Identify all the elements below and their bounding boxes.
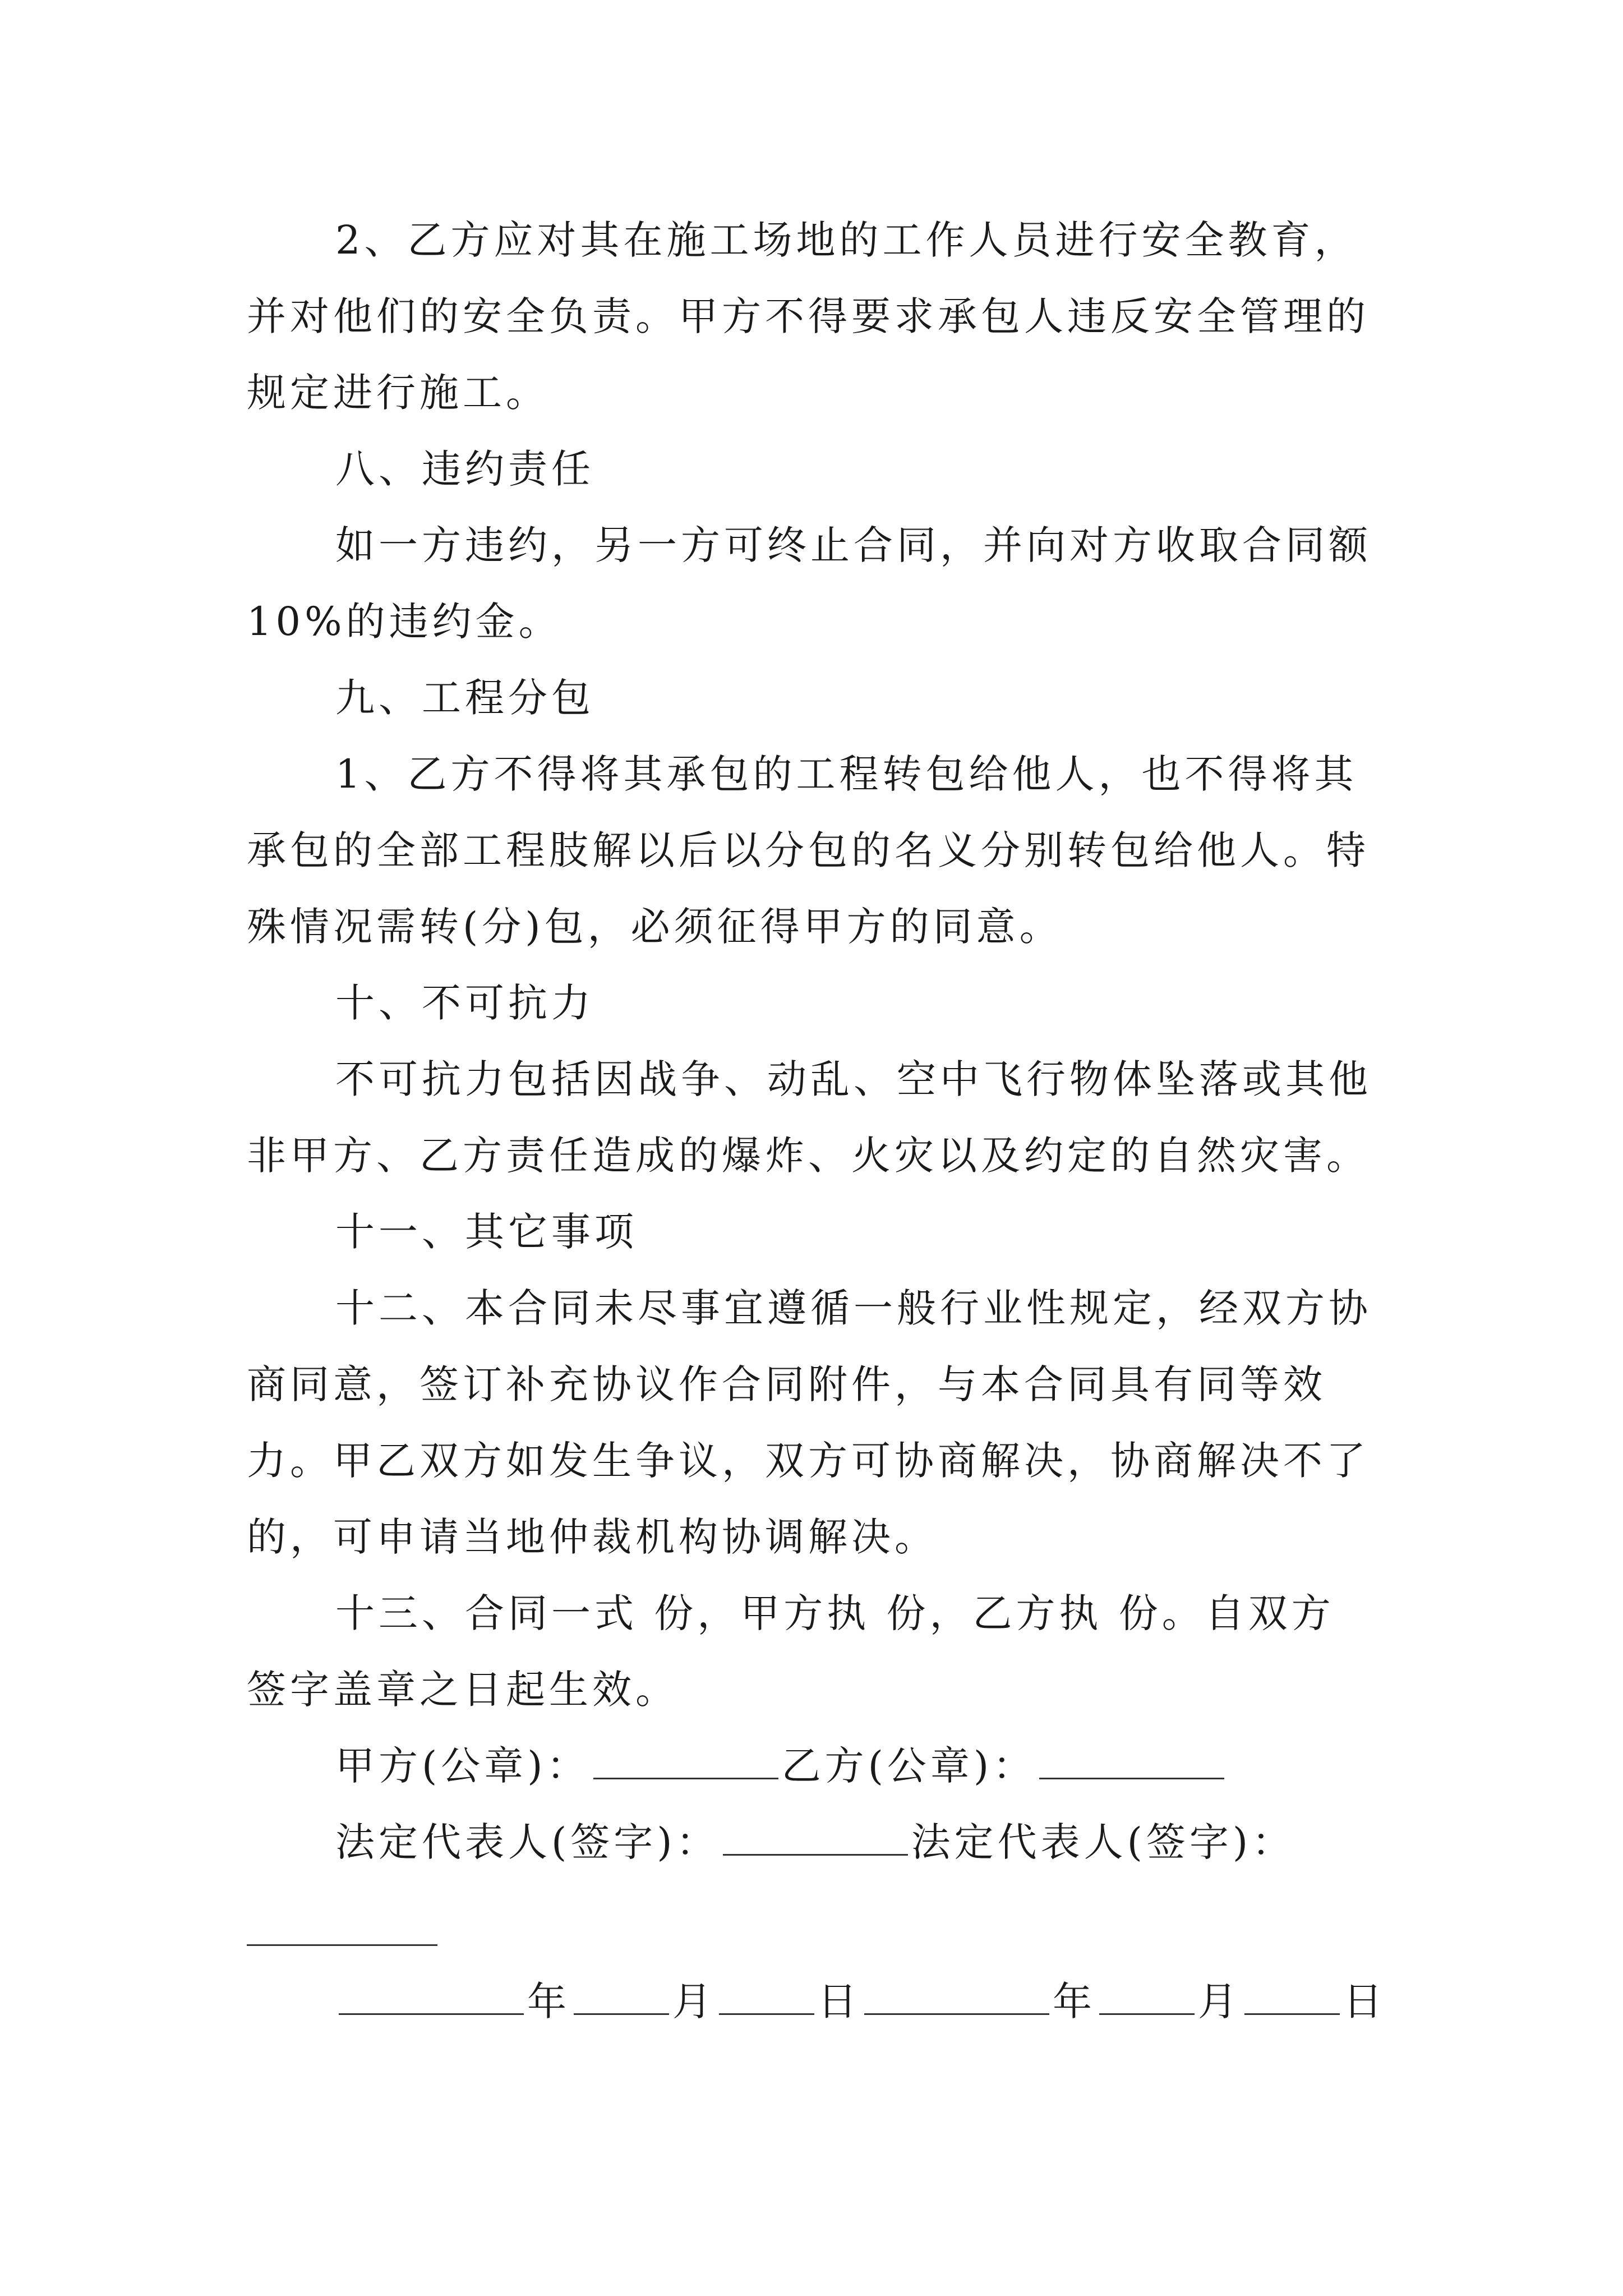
section-heading-10: 十、不可抗力	[335, 980, 594, 1026]
party-b-seal-blank	[1039, 1737, 1224, 1779]
clause-13: 十三、合同一式 份，甲方执 份，乙方执 份。自双方签字盖章之日起生效。	[247, 1590, 1335, 1713]
document-body	[247, 202, 1374, 1880]
party-b-day-label: 日	[1343, 1978, 1386, 2024]
rep-b-label: 法定代表人(签字)：	[911, 1819, 1295, 1865]
clause-12: 十二、本合同未尽事宜遵循一般行业性规定，经双方协商同意，签订补充协议作合同附件，与本合同具有同等效力。甲乙双方如发生争议，双方可协商解决，协商解决不了的，可申请当地仲裁机构协调解决。	[247, 1285, 1372, 1560]
party-a-seal-label: 甲方(公章)：	[335, 1743, 590, 1789]
section-heading-8: 八、违约责任	[335, 446, 594, 492]
section-heading-11: 十一、其它事项	[335, 1209, 638, 1255]
party-a-year-blank	[339, 1973, 524, 2015]
rep-a-blank	[723, 1814, 908, 1856]
party-b-day-blank	[1244, 1973, 1340, 2015]
seal-line	[247, 1728, 1374, 1804]
party-b-seal-label: 乙方(公章)：	[781, 1743, 1036, 1789]
section-heading-9: 九、工程分包	[335, 675, 594, 721]
party-a-month-blank	[574, 1973, 669, 2015]
clause-8: 如一方违约，另一方可终止合同，并向对方收取合同额10%的违约金。	[247, 522, 1372, 645]
date-line	[335, 1963, 1386, 2040]
party-a-month-label: 月	[672, 1978, 716, 2024]
party-b-year-blank	[864, 1973, 1049, 2015]
representative-line	[247, 1804, 1374, 1880]
rep-a-label: 法定代表人(签字)：	[335, 1819, 720, 1865]
party-b-month-label: 月	[1198, 1978, 1241, 2024]
rep-b-blank	[247, 1944, 437, 1946]
party-b-month-blank	[1099, 1973, 1195, 2015]
clause-9-1: 1、乙方不得将其承包的工程转包给他人，也不得将其承包的全部工程肢解以后以分包的名义分别转包给他人。特殊情况需转(分)包，必须征得甲方的同意。	[247, 751, 1370, 950]
party-b-year-label: 年	[1053, 1978, 1096, 2024]
party-a-seal-blank	[593, 1737, 778, 1779]
clause-7-2: 2、乙方应对其在施工场地的工作人员进行安全教育，并对他们的安全负责。甲方不得要求承包人违反安全管理的规定进行施工。	[247, 217, 1370, 416]
party-a-year-label: 年	[527, 1978, 570, 2024]
clause-10: 不可抗力包括因战争、动乱、空中飞行物体坠落或其他非甲方、乙方责任造成的爆炸、火灾以及约定的自然灾害。	[247, 1056, 1372, 1179]
party-a-day-blank	[719, 1973, 814, 2015]
party-a-day-label: 日	[818, 1978, 861, 2024]
